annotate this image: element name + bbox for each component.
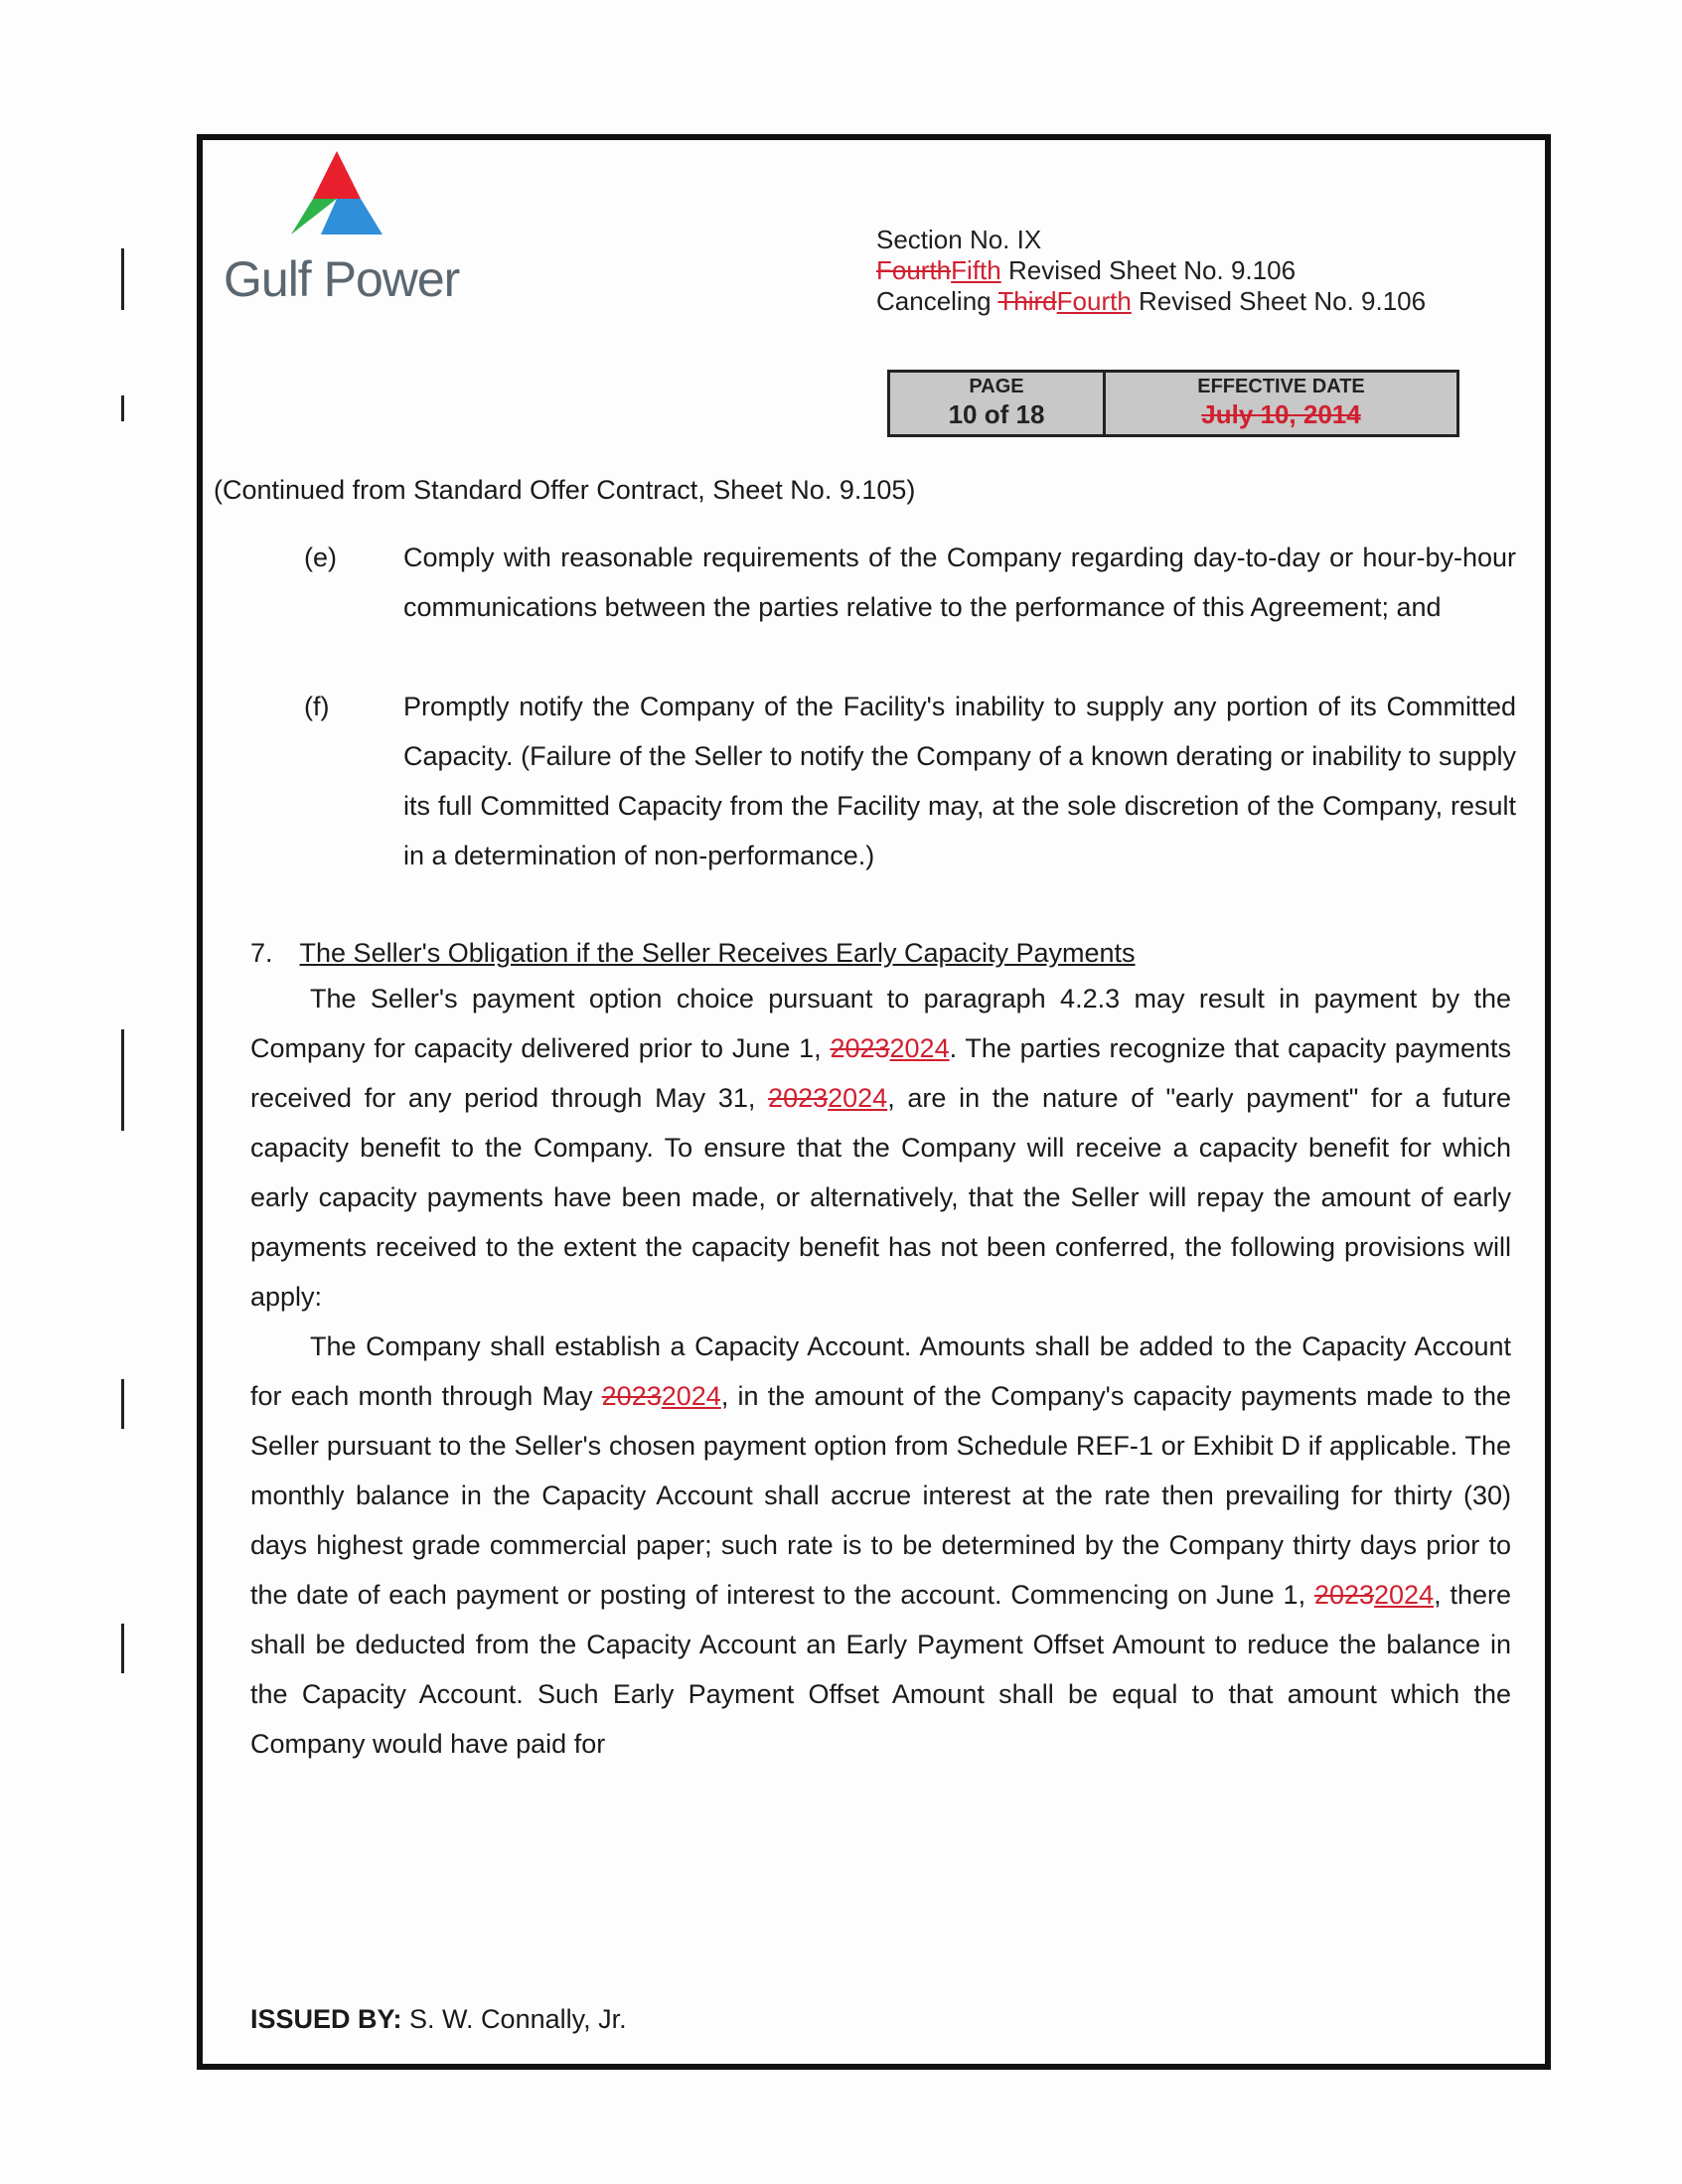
effective-date: July 10, 2014: [1201, 399, 1361, 429]
paragraph-capacity-account: The Company shall establish a Capacity Account. Amounts shall be added to the Capacity Account for each month through May 20232024, in the amount of the Company's capacity payments made to the Seller pursuant to the Seller's chosen payment option from Schedule REF-1 or Exhibit D if applicable. The monthly balance in the Capacity Account shall accrue interest at the rate then prevailing for thirty (30) days highest grade commercial paper; such rate is to be determined by the Company thirty days prior to the date of each payment or posting of interest to the account. Commencing on June 1, 20232024, there shall be deducted from the Capacity Account an Early Payment Offset Amount to reduce the balance in the Capacity Account. Such Early Payment Offset Amount shall be equal to that amount which the Company would have paid for: [250, 1331, 1511, 1759]
revised-sheet: FourthFifth Revised Sheet No. 9.106: [876, 255, 1297, 285]
revision-bar: [121, 1379, 124, 1429]
canceling-sheet: Canceling ThirdFourth Revised Sheet No. 9.106: [876, 286, 1427, 316]
page-number: 10 of 18: [948, 399, 1045, 429]
sheet-info: [876, 225, 1426, 317]
continued-note: (Continued from Standard Offer Contract, Sheet No. 9.105): [214, 475, 916, 505]
deleted-text: Fourth: [876, 255, 952, 285]
gulf-power-logo: [224, 151, 460, 310]
deleted-text: Third: [997, 286, 1057, 316]
revision-bar: [121, 1624, 124, 1673]
revision-bar: [121, 395, 124, 421]
issuer-name: S. W. Connally, Jr.: [409, 2004, 627, 2034]
logo-wordmark: Gulf Power: [224, 251, 460, 307]
list-item-f: (f) Promptly notify the Company of the Facility's inability to supply any portion of its Committed Capacity. (Failure of the Seller to notify the Company of a known derating or inability to supply its full Committed Capacity from the Facility may, at the sole discretion of the Company, result in a determination of non-performance.): [304, 692, 1516, 870]
section-7-heading: 7. The Seller's Obligation if the Seller Receives Early Capacity Payments: [250, 938, 1136, 968]
page-cell: PAGE 10 of 18: [890, 373, 1106, 434]
paragraph-early-payment: The Seller's payment option choice pursuant to paragraph 4.2.3 may result in payment by the Company for capacity delivered prior to June 1, 20232024. The parties recognize that capacity payments received for any period through May 31, 20232024, are in the nature of "early payment" for a future capacity benefit to the Company. To ensure that the Company will receive a capacity benefit for which early capacity payments have been made, or alternatively, that the Seller will repay the amount of early payments received to the extent the capacity benefit has not been conferred, the following provisions will apply:: [250, 984, 1511, 1312]
revision-bar: [121, 1029, 124, 1131]
effective-date-cell: EFFECTIVE DATE July 10, 2014: [1106, 373, 1456, 434]
logo-triangle-icon: [291, 151, 382, 234]
issued-by: ISSUED BY: S. W. Connally, Jr.: [250, 2004, 627, 2034]
section-number: Section No. IX: [876, 225, 1042, 254]
inserted-text: Fifth: [951, 255, 1001, 285]
revision-bar: [121, 248, 124, 310]
list-item-e: (e) Comply with reasonable requirements of the Company regarding day-to-day or hour-by-hour communications between the parties relative to the performance of this Agreement; and: [304, 543, 1516, 622]
inserted-text: Fourth: [1056, 286, 1132, 316]
page-effective-date-table: [887, 370, 1459, 437]
